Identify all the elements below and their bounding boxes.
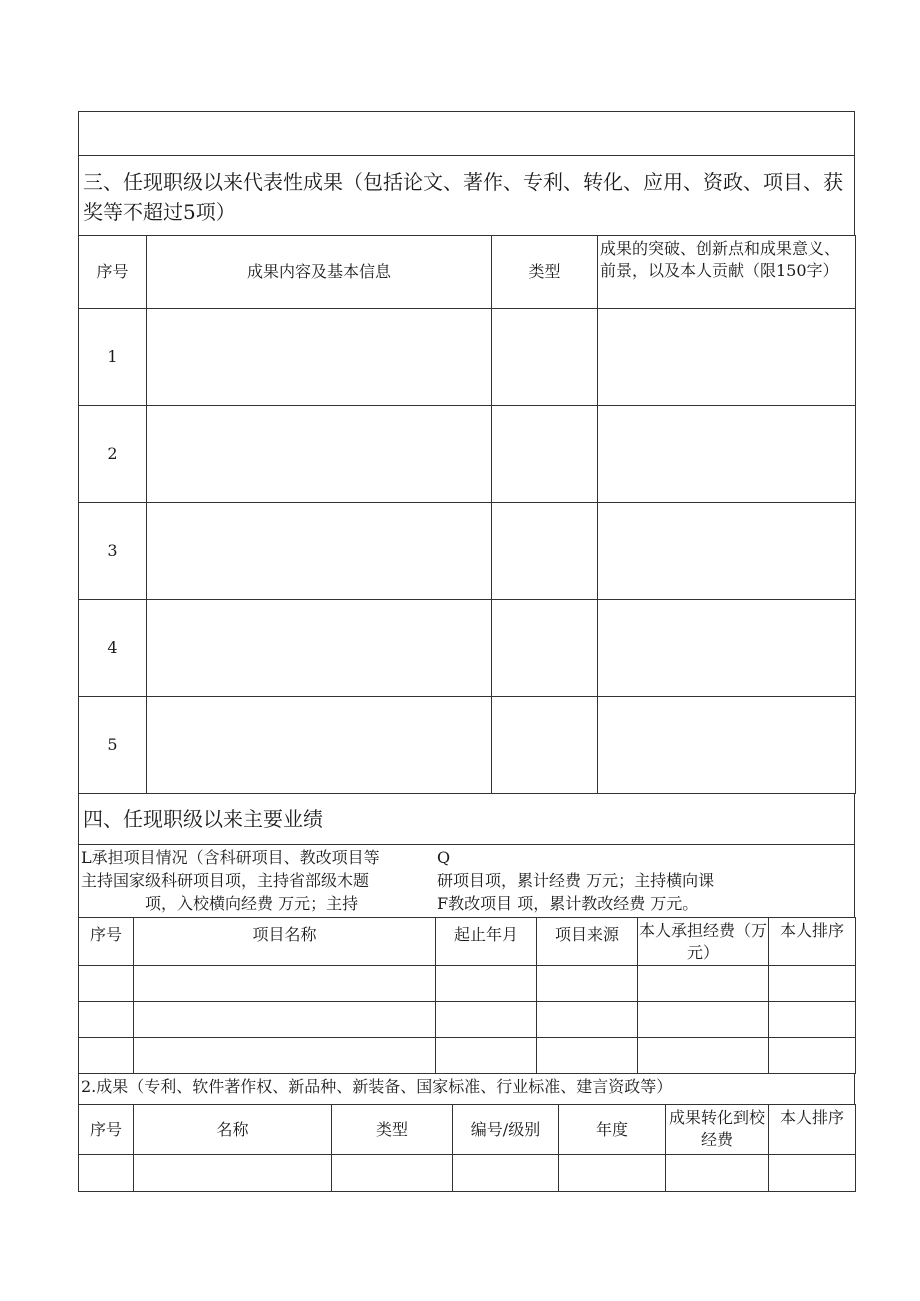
summary-line: F教改项目 项，累计教改经费 万元。 [437, 894, 699, 913]
table-cell[interactable] [134, 966, 436, 1002]
header-type: 类型 [492, 236, 598, 309]
table-cell[interactable] [134, 1155, 332, 1192]
header-innovation: 成果的突破、创新点和成果意义、前景，以及本人贡献（限150字） [598, 236, 856, 309]
content-cell[interactable] [147, 406, 492, 503]
representative-achievements-table [78, 235, 856, 794]
table-cell[interactable] [769, 1038, 856, 1074]
header-project-name: 项目名称 [134, 918, 436, 966]
projects-summary-left [81, 846, 435, 915]
type-cell[interactable] [492, 503, 598, 600]
row-index: 1 [79, 309, 147, 406]
type-cell[interactable] [492, 697, 598, 794]
summary-line: Q [437, 848, 451, 867]
achievements-title: 2.成果（专利、软件著作权、新品种、新装备、国家标准、行业标准、建言资政等） [78, 1073, 855, 1105]
content-cell[interactable] [147, 600, 492, 697]
innovation-cell[interactable] [598, 503, 856, 600]
table-cell[interactable] [436, 1002, 537, 1038]
table-row [79, 1038, 856, 1074]
table-cell[interactable] [436, 1038, 537, 1074]
header-year: 年度 [559, 1105, 666, 1155]
projects-summary-right [437, 846, 853, 915]
table-row [79, 1155, 856, 1192]
table-row [79, 1002, 856, 1038]
row-index: 2 [79, 406, 147, 503]
table-cell[interactable] [134, 1038, 436, 1074]
header-period: 起止年月 [436, 918, 537, 966]
table-cell[interactable] [537, 1038, 638, 1074]
achievements-table [78, 1104, 856, 1192]
header-index: 序号 [79, 1105, 134, 1155]
table-cell[interactable] [79, 966, 134, 1002]
projects-summary [78, 844, 855, 918]
blank-top-row [78, 111, 855, 156]
header-funding: 本人承担经费（万元） [638, 918, 769, 966]
section4-title: 四、任现职级以来主要业绩 [78, 793, 855, 845]
table-cell[interactable] [769, 1002, 856, 1038]
section3-title: 三、任现职级以来代表性成果（包括论文、著作、专利、转化、应用、资政、项目、获奖等不超过5项） [78, 155, 855, 236]
row-index: 4 [79, 600, 147, 697]
header-number-level: 编号/级别 [453, 1105, 559, 1155]
content-cell[interactable] [147, 503, 492, 600]
row-index: 3 [79, 503, 147, 600]
table-cell[interactable] [537, 1002, 638, 1038]
table-cell[interactable] [79, 1038, 134, 1074]
summary-line: 主持国家级科研项目项，主持省部级木题 [81, 871, 370, 890]
type-cell[interactable] [492, 309, 598, 406]
type-cell[interactable] [492, 600, 598, 697]
summary-line: L承担项目情况（含科研项目、教改项目等 [81, 848, 380, 867]
table-cell[interactable] [638, 966, 769, 1002]
header-source: 项目来源 [537, 918, 638, 966]
row-index: 5 [79, 697, 147, 794]
header-rank: 本人排序 [769, 918, 856, 966]
projects-table [78, 917, 856, 1074]
table-cell[interactable] [453, 1155, 559, 1192]
table-cell[interactable] [769, 1155, 856, 1192]
innovation-cell[interactable] [598, 406, 856, 503]
header-type: 类型 [332, 1105, 453, 1155]
table-cell[interactable] [638, 1038, 769, 1074]
summary-line: 项，入校横向经费 万元；主持 [145, 894, 359, 913]
table-cell[interactable] [436, 966, 537, 1002]
table-cell[interactable] [666, 1155, 769, 1192]
table-cell[interactable] [769, 966, 856, 1002]
table-cell[interactable] [134, 1002, 436, 1038]
table-cell[interactable] [79, 1155, 134, 1192]
table-cell[interactable] [559, 1155, 666, 1192]
header-transfer-funding: 成果转化到校经费 [666, 1105, 769, 1155]
table-cell[interactable] [537, 966, 638, 1002]
innovation-cell[interactable] [598, 600, 856, 697]
table-cell[interactable] [79, 1002, 134, 1038]
table-row [79, 966, 856, 1002]
innovation-cell[interactable] [598, 697, 856, 794]
header-index: 序号 [79, 918, 134, 966]
header-content: 成果内容及基本信息 [147, 236, 492, 309]
header-rank: 本人排序 [769, 1105, 856, 1155]
content-cell[interactable] [147, 309, 492, 406]
table-cell[interactable] [638, 1002, 769, 1038]
header-name: 名称 [134, 1105, 332, 1155]
summary-line: 研项目项，累计经费 万元；主持横向课 [437, 871, 715, 890]
type-cell[interactable] [492, 406, 598, 503]
table-cell[interactable] [332, 1155, 453, 1192]
content-cell[interactable] [147, 697, 492, 794]
header-index: 序号 [79, 236, 147, 309]
innovation-cell[interactable] [598, 309, 856, 406]
